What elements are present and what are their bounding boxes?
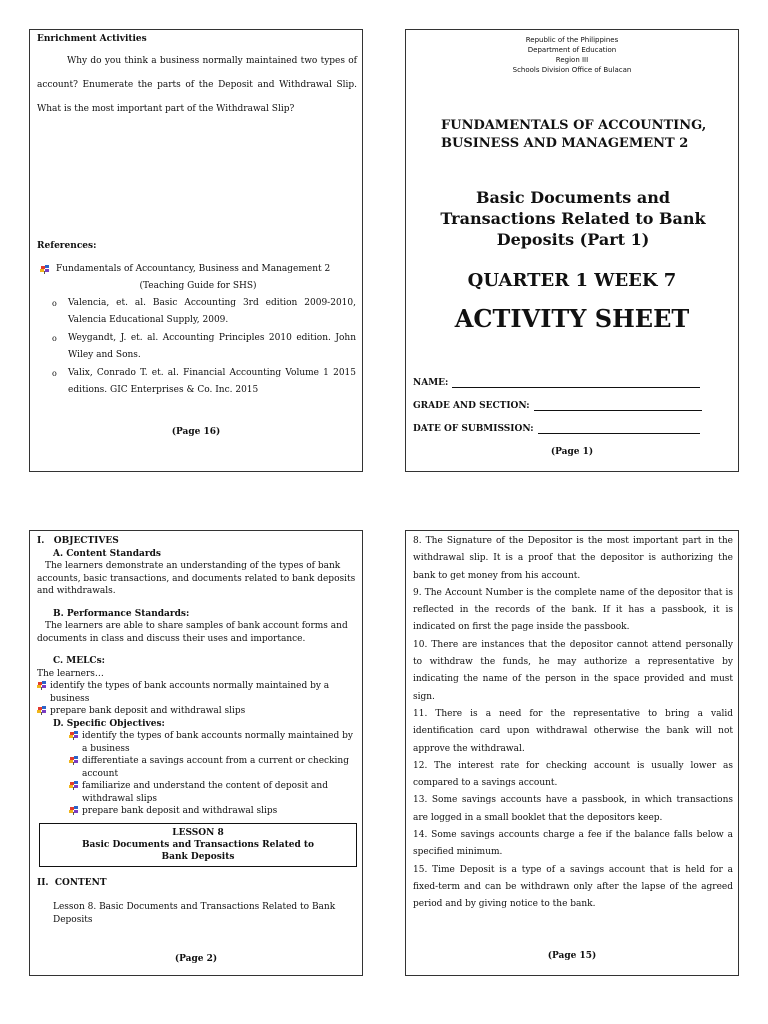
page-1-panel	[405, 29, 739, 472]
specific-objectives-heading: D. Specific Objectives:	[53, 718, 165, 729]
name-blank[interactable]	[452, 379, 700, 388]
course-title-line: BUSINESS AND MANAGEMENT 2	[441, 136, 689, 151]
reference-main-sub: (Teaching Guide for SHS)	[139, 281, 257, 291]
grade-section-label: GRADE AND SECTION:	[413, 401, 530, 411]
lesson-box-line: Bank Deposits	[161, 851, 235, 862]
page-16-panel	[29, 29, 363, 472]
content-text: Lesson 8. Basic Documents and Transactions Related to Bank Deposits	[53, 902, 336, 925]
page-number: (Page 16)	[171, 427, 221, 437]
note-item: 8. The Signature of the Depositor is the most important part in the withdrawal slip. It is a proof that the depositor is authorizing the bank to get money from his account.	[413, 536, 733, 581]
grade-section-blank[interactable]	[534, 402, 702, 411]
objective-item	[69, 730, 357, 755]
student-fields	[413, 365, 733, 434]
melcs-intro: The learners…	[37, 668, 104, 679]
objective-text: familiarize and understand the content of deposit and withdrawal slips	[82, 781, 328, 804]
circle-bullet-icon: o	[52, 369, 57, 378]
flag-bullet-icon	[69, 781, 79, 790]
date-submission-field[interactable]	[413, 411, 733, 434]
melcs-heading: C. MELCs:	[53, 656, 105, 666]
objective-item	[69, 805, 357, 818]
objective-item	[69, 780, 357, 805]
quarter-week: QUARTER 1 WEEK 7	[467, 270, 677, 291]
reference-main	[40, 261, 356, 295]
page-number: (Page 1)	[550, 447, 594, 457]
melc-text: identify the types of bank accounts normally maintained by a business	[50, 681, 330, 704]
melc-text: prepare bank deposit and withdrawal slips	[50, 706, 246, 716]
flag-bullet-icon	[40, 265, 50, 274]
objectives-heading: I. OBJECTIVES	[37, 536, 119, 546]
header-line: Schools Division Office of Bulacan	[512, 66, 632, 74]
note-item: 14. Some savings accounts charge a fee if the balance falls below a specified minimum.	[413, 830, 733, 858]
name-label: NAME:	[413, 378, 449, 388]
content-standards-text: The learners demonstrate an understanding of the types of bank accounts, basic transactions, and documents related to bank deposits and withdrawals.	[37, 561, 356, 596]
note-item: 10. There are instances that the depositor cannot attend personally to withdraw the funds, he may authorize a representative by indicating the name of the person in the space provided and must sign.	[413, 639, 733, 702]
reference-text: Weygandt, J. et. al. Accounting Principles 2010 edition. John Wiley and Sons.	[68, 333, 356, 360]
reference-main-text: Fundamentals of Accountancy, Business and Management 2	[56, 264, 331, 274]
course-title-line: FUNDAMENTALS OF ACCOUNTING,	[441, 118, 707, 133]
performance-standards-heading: B. Performance Standards:	[53, 608, 190, 619]
course-title	[441, 117, 731, 153]
grade-section-field[interactable]	[413, 388, 733, 411]
reference-item	[52, 365, 356, 399]
note-item: 15. Time Deposit is a type of a savings account that is held for a fixed-term and can be withdrawn only after the lapse of the agreed period and by giving notice to the bank.	[413, 864, 733, 910]
activity-sheet-title: ACTIVITY SHEET	[454, 304, 690, 333]
lesson-box-line: LESSON 8	[172, 827, 224, 838]
page-number: (Page 2)	[174, 954, 218, 964]
objective-item	[69, 755, 357, 780]
enrichment-paragraph: Why do you think a business normally maintained two types of account? Enumerate the parts of the Deposit and Withdrawal Slip. What is the most important part of the Withdrawal Slip?	[37, 56, 357, 114]
note-item: 13. Some savings accounts have a passbook, in which transactions are logged in a small booklet that the depositors keep.	[413, 795, 733, 823]
date-submission-label: DATE OF SUBMISSION:	[413, 424, 534, 434]
note-item: 12. The interest rate for checking account is usually lower as compared to a savings account.	[413, 760, 733, 789]
melc-item	[37, 705, 357, 718]
date-submission-blank[interactable]	[538, 425, 700, 434]
enrichment-title: Enrichment Activities	[37, 34, 147, 44]
objective-text: differentiate a savings account from a current or checking account	[82, 756, 349, 779]
reference-item	[52, 295, 356, 329]
header-line: Republic of the Philippines	[525, 36, 619, 44]
circle-bullet-icon: o	[52, 299, 57, 308]
reference-sublist	[52, 295, 356, 400]
lesson-8-box	[39, 823, 357, 867]
lesson-title: Basic Documents and Transactions Related to Bank Deposits (Part 1)	[440, 188, 706, 249]
content-standards-heading: A. Content Standards	[53, 548, 161, 559]
content-heading: II. CONTENT	[37, 877, 107, 888]
header-line: Department of Education	[527, 46, 617, 54]
references-heading: References:	[37, 241, 97, 251]
page-number: (Page 15)	[547, 951, 597, 961]
melc-item	[37, 680, 357, 705]
flag-bullet-icon	[69, 731, 79, 740]
flag-bullet-icon	[69, 756, 79, 765]
flag-bullet-icon	[37, 706, 47, 715]
flag-bullet-icon	[69, 806, 79, 815]
reference-text: Valix, Conrado T. et. al. Financial Accounting Volume 1 2015 editions. GIC Enterprises & Co. Inc. 2015	[68, 368, 356, 395]
note-item: 9. The Account Number is the complete name of the depositor that is reflected in the records of the bank. If it has a passbook, it is indicated on first the page inside the passbook.	[413, 587, 733, 633]
page-15-panel	[405, 530, 739, 976]
circle-bullet-icon: o	[52, 334, 57, 343]
note-item: 11. There is a need for the representative to bring a valid identification card upon withdrawal otherwise the bank will not approve the withdrawal.	[413, 708, 733, 754]
deped-header	[406, 35, 738, 75]
flag-bullet-icon	[37, 681, 47, 690]
page-2-panel	[29, 530, 363, 976]
objective-text: identify the types of bank accounts normally maintained by a business	[82, 731, 353, 754]
objectives-content	[37, 535, 357, 926]
name-field[interactable]	[413, 365, 733, 388]
objective-text: prepare bank deposit and withdrawal slips	[82, 806, 278, 816]
reference-item	[52, 330, 356, 364]
reference-text: Valencia, et. al. Basic Accounting 3rd edition 2009-2010, Valencia Educational Supply, 2009.	[68, 298, 356, 325]
header-line: Region III	[555, 56, 589, 64]
performance-standards-text: The learners are able to share samples of bank account forms and documents in class and discuss their uses and importance.	[37, 621, 348, 644]
withdrawal-notes	[413, 533, 733, 914]
lesson-box-line: Basic Documents and Transactions Related to	[81, 839, 315, 850]
